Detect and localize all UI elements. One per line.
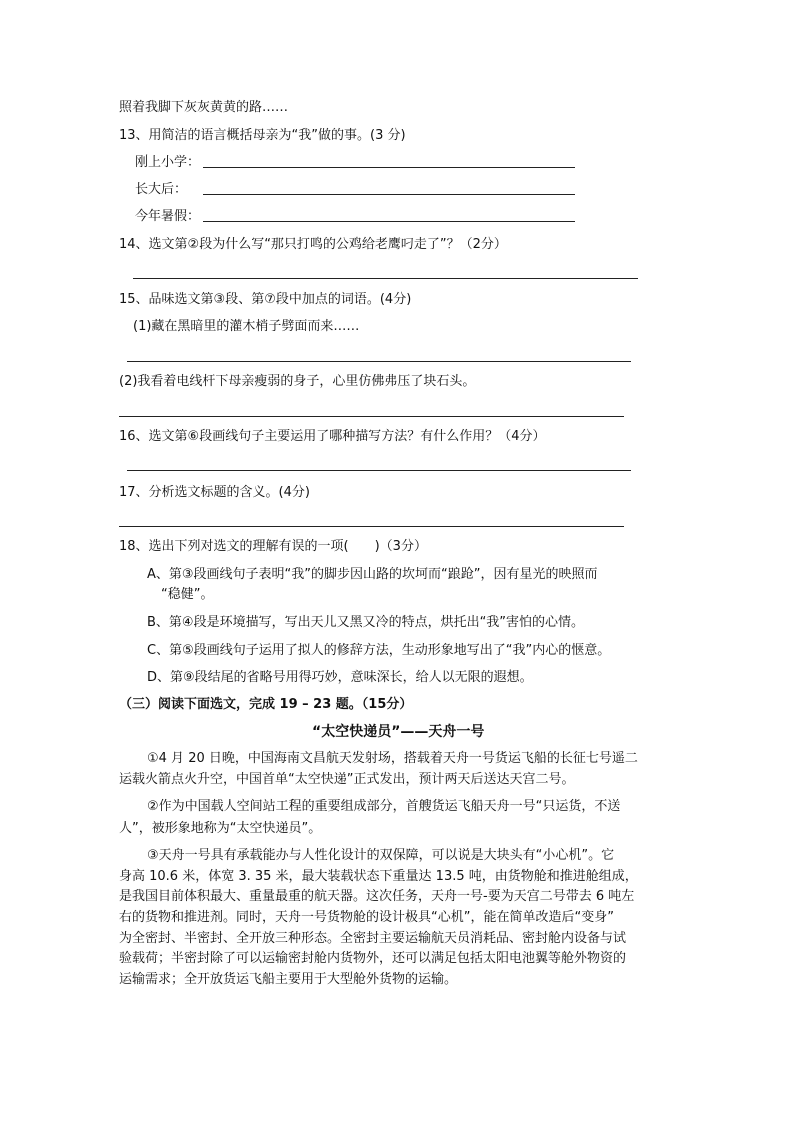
q14-answer-line[interactable] — [133, 278, 638, 279]
q13-answer-line-2[interactable] — [203, 194, 575, 195]
q18-option-a-cont: “稳健”。 — [161, 587, 214, 602]
q13-blank-label-1: 刚上小学： — [135, 155, 201, 170]
q17-answer-line[interactable] — [119, 526, 624, 527]
q13-answer-line-1[interactable] — [203, 167, 575, 168]
q15-answer-line-2[interactable] — [119, 416, 624, 417]
passage-line: ③天舟一号具有承载能办与人性化设计的双保障，可以说是大块头有“小心机”。它 — [147, 848, 615, 863]
section-3-heading: （三）阅读下面选文，完成 19 – 23 题。（15分） — [119, 697, 413, 712]
passage-line: 验载荷；半密封除了可以运输密封舱内货物外，还可以满足包括太阳电池翼等舱外物资的 — [119, 951, 627, 966]
q18-option-a[interactable]: A、第③段画线句子表明“我”的脚步因山路的坎坷而“踉跄”，因有星光的映照而 — [147, 567, 598, 582]
passage-line: 运输需求；全开放货运飞船主要用于大型舱外货物的运输。 — [119, 972, 458, 987]
question-16-prompt: 16、选文第⑥段画线句子主要运用了哪种描写方法？有什么作用？（4分） — [119, 429, 546, 444]
question-17-prompt: 17、分析选文标题的含义。(4分) — [119, 485, 310, 500]
passage-line: 身高 10.6 米，体宽 3. 35 米，最大装载状态下重量达 13.5 吨，由货物舱和推进舱组成， — [119, 869, 638, 884]
q18-option-b[interactable]: B、第④段是环境描写，写出天儿又黑又冷的特点，烘托出“我”害怕的心情。 — [147, 615, 585, 630]
passage-line: 是我国目前体积最大、重量最重的航天器。这次任务，天舟一号-要为天宫二号带去 6 吨左 — [119, 889, 635, 904]
question-14-prompt: 14、选文第②段为什么写“那只打鸣的公鸡给老鹰叼走了”？（2分） — [119, 237, 507, 252]
question-18-prompt: 18、选出下列对选文的理解有误的一项( )（3分） — [119, 539, 427, 554]
intro-line: 照着我脚下灰灰黄黄的路…… — [119, 100, 289, 115]
q15-sub1: (1)藏在黑暗里的灌木梢子劈面而来…… — [133, 319, 360, 334]
q15-answer-line-1[interactable] — [127, 361, 631, 362]
passage-title: “太空快递员”——天舟一号 — [312, 724, 485, 740]
q16-answer-line[interactable] — [127, 470, 631, 471]
passage-line: 运载火箭点火升空，中国首单“太空快递”正式发出，预计两天后送达天宫二号。 — [119, 772, 575, 787]
passage-line: ①4 月 20 日晚，中国海南文昌航天发射场，搭载着天舟一号货运飞船的长征七号遥二 — [147, 751, 638, 766]
question-13-prompt: 13、用简洁的语言概括母亲为“我”做的事。(3 分) — [119, 128, 406, 143]
passage-line: 右的货物和推进剂。同时，天舟一号货物舱的设计极具“心机”，能在简单改造后“变身” — [119, 910, 614, 925]
q18-option-d[interactable]: D、第⑨段结尾的省略号用得巧妙，意味深长，给人以无限的遐想。 — [147, 670, 533, 685]
q13-blank-label-2: 长大后： — [135, 182, 188, 197]
passage-line: 为全密封、半密封、全开放三种形态。全密封主要运输航天员消耗品、密封舱内设备与试 — [119, 931, 627, 946]
passage-line: ②作为中国载人空间站工程的重要组成部分，首艘货运飞船天舟一号“只运货，不送 — [147, 799, 621, 814]
passage-line: 人”，被形象地称为“太空快递员”。 — [119, 821, 322, 836]
q13-blank-label-3: 今年暑假： — [135, 209, 201, 224]
q15-sub2: (2)我看着电线杆下母亲瘦弱的身子，心里仿佛弗压了块石头。 — [119, 374, 476, 389]
question-15-prompt: 15、品味选文第③段、第⑦段中加点的词语。(4分) — [119, 292, 412, 307]
q13-answer-line-3[interactable] — [203, 221, 575, 222]
q18-option-c[interactable]: C、第⑤段画线句子运用了拟人的修辞方法，生动形象地写出了“我”内心的惬意。 — [147, 643, 611, 658]
